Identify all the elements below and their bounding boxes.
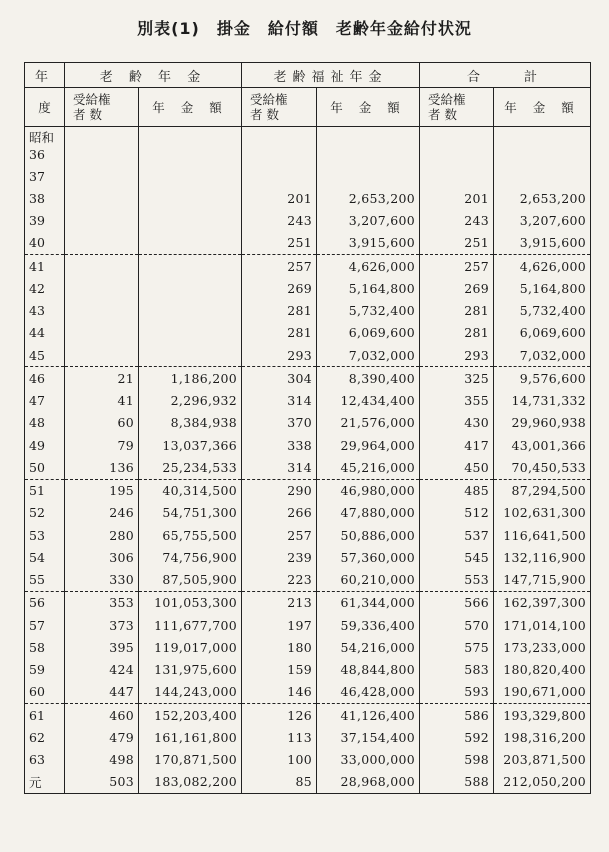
table-row bbox=[25, 726, 591, 748]
count-cell: 201 bbox=[242, 187, 317, 209]
year-cell: 45 bbox=[25, 344, 65, 367]
amount-cell: 47,880,000 bbox=[317, 502, 420, 524]
year-cell: 51 bbox=[25, 479, 65, 502]
count-cell: 304 bbox=[242, 367, 317, 390]
count-cell bbox=[65, 232, 139, 255]
table-row bbox=[25, 344, 591, 367]
table-row bbox=[25, 412, 591, 434]
amount-cell: 212,050,200 bbox=[494, 771, 591, 794]
table-row bbox=[25, 390, 591, 412]
amount-cell: 2,653,200 bbox=[317, 187, 420, 209]
table-title: 別表(1) 掛金 給付額 老齢年金給付状況 bbox=[137, 19, 472, 38]
count-cell: 257 bbox=[242, 255, 317, 278]
amount-cell bbox=[139, 255, 242, 278]
amount-cell bbox=[494, 127, 591, 166]
sub-header-count: 受給権 者 数 bbox=[420, 88, 494, 127]
count-cell: 553 bbox=[420, 569, 494, 592]
sub-header-amount: 年 金 額 bbox=[139, 88, 242, 127]
count-cell: 266 bbox=[242, 502, 317, 524]
amount-cell: 7,032,000 bbox=[494, 344, 591, 367]
year-header-top: 年 bbox=[25, 63, 65, 88]
count-cell: 593 bbox=[420, 681, 494, 704]
count-cell: 281 bbox=[242, 300, 317, 322]
amount-cell: 3,207,600 bbox=[317, 210, 420, 232]
amount-cell: 180,820,400 bbox=[494, 659, 591, 681]
pension-table bbox=[24, 62, 591, 794]
amount-cell: 65,755,500 bbox=[139, 524, 242, 546]
count-cell: 512 bbox=[420, 502, 494, 524]
amount-cell: 46,980,000 bbox=[317, 479, 420, 502]
count-cell: 373 bbox=[65, 614, 139, 636]
table-row bbox=[25, 255, 591, 278]
year-cell: 38 bbox=[25, 187, 65, 209]
amount-cell: 132,116,900 bbox=[494, 546, 591, 568]
count-cell bbox=[65, 255, 139, 278]
count-cell: 290 bbox=[242, 479, 317, 502]
table-row bbox=[25, 681, 591, 704]
amount-cell: 29,960,938 bbox=[494, 412, 591, 434]
count-cell: 424 bbox=[65, 659, 139, 681]
count-cell: 100 bbox=[242, 749, 317, 771]
year-cell: 56 bbox=[25, 591, 65, 614]
count-cell: 498 bbox=[65, 749, 139, 771]
table-row bbox=[25, 502, 591, 524]
table-row bbox=[25, 187, 591, 209]
amount-cell bbox=[139, 210, 242, 232]
amount-cell: 5,164,800 bbox=[317, 277, 420, 299]
count-cell: 257 bbox=[242, 524, 317, 546]
amount-cell: 171,014,100 bbox=[494, 614, 591, 636]
amount-cell: 40,314,500 bbox=[139, 479, 242, 502]
count-cell: 21 bbox=[65, 367, 139, 390]
amount-cell: 147,715,900 bbox=[494, 569, 591, 592]
table-body bbox=[25, 127, 591, 794]
year-cell: 41 bbox=[25, 255, 65, 278]
count-cell: 41 bbox=[65, 390, 139, 412]
sub-header-count: 受給権 者 数 bbox=[242, 88, 317, 127]
table-row bbox=[25, 771, 591, 794]
year-cell: 37 bbox=[25, 165, 65, 187]
count-cell: 246 bbox=[65, 502, 139, 524]
amount-cell: 3,915,600 bbox=[494, 232, 591, 255]
amount-cell: 8,390,400 bbox=[317, 367, 420, 390]
table-row bbox=[25, 569, 591, 592]
count-cell: 450 bbox=[420, 456, 494, 479]
amount-cell: 198,316,200 bbox=[494, 726, 591, 748]
amount-cell bbox=[139, 344, 242, 367]
table-row bbox=[25, 367, 591, 390]
amount-cell: 29,964,000 bbox=[317, 434, 420, 456]
count-cell: 146 bbox=[242, 681, 317, 704]
count-cell bbox=[65, 210, 139, 232]
count-cell: 113 bbox=[242, 726, 317, 748]
amount-cell: 6,069,600 bbox=[317, 322, 420, 344]
count-cell bbox=[242, 165, 317, 187]
year-cell: 58 bbox=[25, 636, 65, 658]
count-cell: 570 bbox=[420, 614, 494, 636]
year-cell: 59 bbox=[25, 659, 65, 681]
amount-cell bbox=[139, 300, 242, 322]
count-cell bbox=[65, 344, 139, 367]
count-cell: 243 bbox=[420, 210, 494, 232]
count-cell bbox=[65, 322, 139, 344]
count-cell bbox=[65, 127, 139, 166]
year-cell: 52 bbox=[25, 502, 65, 524]
amount-cell: 45,216,000 bbox=[317, 456, 420, 479]
amount-cell bbox=[139, 322, 242, 344]
table-row bbox=[25, 704, 591, 727]
table-row bbox=[25, 456, 591, 479]
amount-cell: 173,233,000 bbox=[494, 636, 591, 658]
amount-cell bbox=[139, 187, 242, 209]
count-cell: 60 bbox=[65, 412, 139, 434]
amount-cell: 87,505,900 bbox=[139, 569, 242, 592]
count-cell: 223 bbox=[242, 569, 317, 592]
year-cell: 42 bbox=[25, 277, 65, 299]
year-cell: 62 bbox=[25, 726, 65, 748]
year-cell: 54 bbox=[25, 546, 65, 568]
table-row bbox=[25, 546, 591, 568]
amount-cell: 162,397,300 bbox=[494, 591, 591, 614]
table-row bbox=[25, 591, 591, 614]
count-cell: 126 bbox=[242, 704, 317, 727]
count-cell: 503 bbox=[65, 771, 139, 794]
amount-cell: 1,186,200 bbox=[139, 367, 242, 390]
amount-cell: 59,336,400 bbox=[317, 614, 420, 636]
amount-cell: 7,032,000 bbox=[317, 344, 420, 367]
count-cell bbox=[65, 300, 139, 322]
count-cell bbox=[420, 127, 494, 166]
amount-cell: 70,450,533 bbox=[494, 456, 591, 479]
amount-cell bbox=[317, 127, 420, 166]
count-cell: 281 bbox=[242, 322, 317, 344]
amount-cell: 111,677,700 bbox=[139, 614, 242, 636]
amount-cell: 131,975,600 bbox=[139, 659, 242, 681]
amount-cell: 119,017,000 bbox=[139, 636, 242, 658]
amount-cell bbox=[139, 165, 242, 187]
amount-cell: 9,576,600 bbox=[494, 367, 591, 390]
table-row bbox=[25, 300, 591, 322]
year-cell: 元 bbox=[25, 771, 65, 794]
amount-cell: 43,001,366 bbox=[494, 434, 591, 456]
table-row bbox=[25, 614, 591, 636]
count-cell: 395 bbox=[65, 636, 139, 658]
count-cell: 159 bbox=[242, 659, 317, 681]
table-row bbox=[25, 232, 591, 255]
count-cell: 281 bbox=[420, 300, 494, 322]
count-cell: 293 bbox=[242, 344, 317, 367]
year-cell: 60 bbox=[25, 681, 65, 704]
table-row bbox=[25, 659, 591, 681]
amount-cell: 61,344,000 bbox=[317, 591, 420, 614]
table-row bbox=[25, 749, 591, 771]
count-cell: 79 bbox=[65, 434, 139, 456]
count-cell: 195 bbox=[65, 479, 139, 502]
year-cell: 43 bbox=[25, 300, 65, 322]
year-cell: 53 bbox=[25, 524, 65, 546]
amount-cell: 8,384,938 bbox=[139, 412, 242, 434]
amount-cell bbox=[139, 277, 242, 299]
year-cell: 49 bbox=[25, 434, 65, 456]
count-cell: 251 bbox=[420, 232, 494, 255]
amount-cell: 190,671,000 bbox=[494, 681, 591, 704]
sub-header-amount: 年 金 額 bbox=[494, 88, 591, 127]
count-cell: 180 bbox=[242, 636, 317, 658]
count-cell: 136 bbox=[65, 456, 139, 479]
count-cell: 485 bbox=[420, 479, 494, 502]
count-cell: 586 bbox=[420, 704, 494, 727]
amount-cell: 3,915,600 bbox=[317, 232, 420, 255]
table-row bbox=[25, 479, 591, 502]
count-cell bbox=[65, 165, 139, 187]
table-row bbox=[25, 636, 591, 658]
amount-cell: 50,886,000 bbox=[317, 524, 420, 546]
amount-cell bbox=[139, 127, 242, 166]
amount-cell: 2,653,200 bbox=[494, 187, 591, 209]
amount-cell: 170,871,500 bbox=[139, 749, 242, 771]
amount-cell bbox=[317, 165, 420, 187]
amount-cell bbox=[494, 165, 591, 187]
count-cell: 566 bbox=[420, 591, 494, 614]
count-cell: 314 bbox=[242, 390, 317, 412]
amount-cell: 116,641,500 bbox=[494, 524, 591, 546]
table-row bbox=[25, 524, 591, 546]
amount-cell: 57,360,000 bbox=[317, 546, 420, 568]
count-cell: 269 bbox=[420, 277, 494, 299]
count-cell: 460 bbox=[65, 704, 139, 727]
amount-cell: 54,216,000 bbox=[317, 636, 420, 658]
count-cell bbox=[242, 127, 317, 166]
count-cell: 281 bbox=[420, 322, 494, 344]
year-header-bottom: 度 bbox=[25, 88, 65, 127]
count-cell: 314 bbox=[242, 456, 317, 479]
count-cell: 293 bbox=[420, 344, 494, 367]
count-cell: 430 bbox=[420, 412, 494, 434]
count-cell: 197 bbox=[242, 614, 317, 636]
count-cell: 592 bbox=[420, 726, 494, 748]
count-cell: 545 bbox=[420, 546, 494, 568]
count-cell: 201 bbox=[420, 187, 494, 209]
amount-cell: 14,731,332 bbox=[494, 390, 591, 412]
table-row bbox=[25, 322, 591, 344]
count-cell: 251 bbox=[242, 232, 317, 255]
amount-cell: 46,428,000 bbox=[317, 681, 420, 704]
amount-cell: 102,631,300 bbox=[494, 502, 591, 524]
count-cell: 306 bbox=[65, 546, 139, 568]
amount-cell: 4,626,000 bbox=[317, 255, 420, 278]
year-cell: 55 bbox=[25, 569, 65, 592]
amount-cell: 2,296,932 bbox=[139, 390, 242, 412]
table-row bbox=[25, 434, 591, 456]
amount-cell: 33,000,000 bbox=[317, 749, 420, 771]
amount-cell: 144,243,000 bbox=[139, 681, 242, 704]
group-header-total: 合 計 bbox=[420, 63, 591, 88]
amount-cell: 25,234,533 bbox=[139, 456, 242, 479]
count-cell: 213 bbox=[242, 591, 317, 614]
amount-cell: 54,751,300 bbox=[139, 502, 242, 524]
count-cell: 583 bbox=[420, 659, 494, 681]
group-header-old-age-pension: 老 齢 年 金 bbox=[65, 63, 242, 88]
amount-cell: 37,154,400 bbox=[317, 726, 420, 748]
count-cell: 447 bbox=[65, 681, 139, 704]
amount-cell: 4,626,000 bbox=[494, 255, 591, 278]
group-header-welfare-pension: 老齢福祉年金 bbox=[242, 63, 420, 88]
year-cell: 39 bbox=[25, 210, 65, 232]
count-cell: 417 bbox=[420, 434, 494, 456]
year-cell: 46 bbox=[25, 367, 65, 390]
amount-cell: 48,844,800 bbox=[317, 659, 420, 681]
count-cell: 325 bbox=[420, 367, 494, 390]
amount-cell: 203,871,500 bbox=[494, 749, 591, 771]
amount-cell: 21,576,000 bbox=[317, 412, 420, 434]
sub-header-count: 受給権 者 数 bbox=[65, 88, 139, 127]
amount-cell: 5,732,400 bbox=[317, 300, 420, 322]
count-cell bbox=[65, 187, 139, 209]
count-cell: 479 bbox=[65, 726, 139, 748]
count-cell: 269 bbox=[242, 277, 317, 299]
year-cell: 昭和 36 bbox=[25, 127, 65, 166]
year-cell: 47 bbox=[25, 390, 65, 412]
count-cell bbox=[65, 277, 139, 299]
year-cell: 44 bbox=[25, 322, 65, 344]
amount-cell: 5,164,800 bbox=[494, 277, 591, 299]
year-cell: 57 bbox=[25, 614, 65, 636]
count-cell: 257 bbox=[420, 255, 494, 278]
count-cell: 588 bbox=[420, 771, 494, 794]
count-cell: 353 bbox=[65, 591, 139, 614]
year-cell: 40 bbox=[25, 232, 65, 255]
amount-cell: 60,210,000 bbox=[317, 569, 420, 592]
count-cell: 239 bbox=[242, 546, 317, 568]
amount-cell: 87,294,500 bbox=[494, 479, 591, 502]
table-row bbox=[25, 127, 591, 166]
count-cell: 598 bbox=[420, 749, 494, 771]
amount-cell: 193,329,800 bbox=[494, 704, 591, 727]
amount-cell: 5,732,400 bbox=[494, 300, 591, 322]
year-cell: 50 bbox=[25, 456, 65, 479]
year-cell: 48 bbox=[25, 412, 65, 434]
count-cell: 537 bbox=[420, 524, 494, 546]
count-cell: 330 bbox=[65, 569, 139, 592]
amount-cell: 6,069,600 bbox=[494, 322, 591, 344]
amount-cell: 161,161,800 bbox=[139, 726, 242, 748]
count-cell: 243 bbox=[242, 210, 317, 232]
count-cell: 355 bbox=[420, 390, 494, 412]
amount-cell: 3,207,600 bbox=[494, 210, 591, 232]
count-cell: 338 bbox=[242, 434, 317, 456]
year-cell: 61 bbox=[25, 704, 65, 727]
table-row bbox=[25, 165, 591, 187]
table-row bbox=[25, 277, 591, 299]
amount-cell: 41,126,400 bbox=[317, 704, 420, 727]
count-cell: 85 bbox=[242, 771, 317, 794]
sub-header-amount: 年 金 額 bbox=[317, 88, 420, 127]
amount-cell: 12,434,400 bbox=[317, 390, 420, 412]
count-cell: 575 bbox=[420, 636, 494, 658]
count-cell bbox=[420, 165, 494, 187]
amount-cell bbox=[139, 232, 242, 255]
amount-cell: 101,053,300 bbox=[139, 591, 242, 614]
amount-cell: 28,968,000 bbox=[317, 771, 420, 794]
year-cell: 63 bbox=[25, 749, 65, 771]
amount-cell: 74,756,900 bbox=[139, 546, 242, 568]
amount-cell: 183,082,200 bbox=[139, 771, 242, 794]
count-cell: 280 bbox=[65, 524, 139, 546]
count-cell: 370 bbox=[242, 412, 317, 434]
table-row bbox=[25, 210, 591, 232]
amount-cell: 13,037,366 bbox=[139, 434, 242, 456]
amount-cell: 152,203,400 bbox=[139, 704, 242, 727]
